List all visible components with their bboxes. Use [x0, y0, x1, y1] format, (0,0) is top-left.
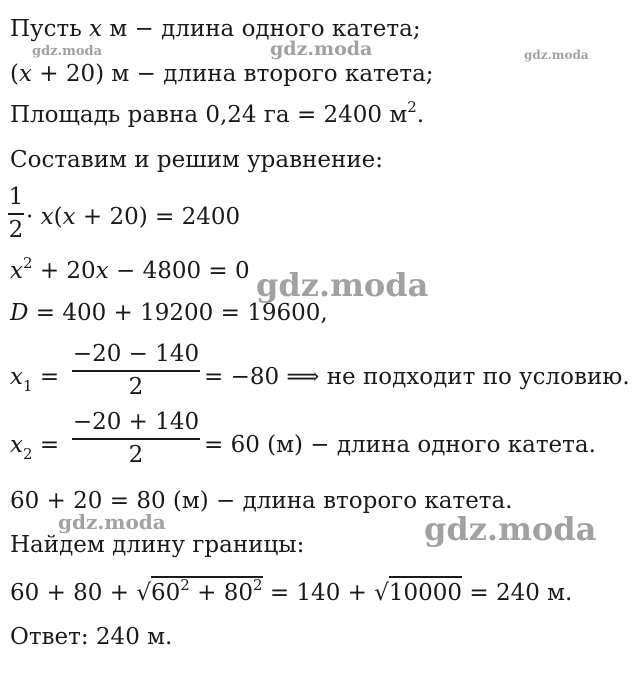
- text: м − длина одного катета;: [102, 16, 421, 42]
- text-line-10: 60 + 20 = 80 (м) − длина второго катета.: [10, 488, 513, 514]
- text: =: [32, 432, 60, 458]
- variable: x: [10, 258, 23, 284]
- numerator: −20 + 140: [72, 409, 200, 435]
- numerator: 1: [8, 184, 24, 210]
- variable: x: [40, 204, 54, 230]
- text-line-4: Составим и решим уравнение:: [10, 147, 384, 173]
- watermark-logo: gdz.moda: [424, 510, 597, 548]
- text: + 20: [32, 258, 96, 284]
- answer-line: Ответ: 240 м.: [10, 624, 173, 650]
- numerator: −20 − 140: [72, 341, 200, 367]
- variable: x: [62, 204, 76, 230]
- text-line-3: [10, 98, 425, 128]
- subscript: 2: [22, 445, 33, 463]
- variable: x: [18, 61, 32, 87]
- text: ·: [26, 204, 41, 230]
- text: + 20) м − длина второго катета;: [31, 61, 434, 87]
- root-x2-label: [10, 432, 60, 463]
- watermark-logo: gdz.moda: [270, 38, 373, 60]
- variable: x: [10, 432, 23, 458]
- perimeter-line: [10, 576, 573, 606]
- superscript: 2: [407, 98, 417, 116]
- text: .: [416, 102, 425, 128]
- fraction-half: [8, 186, 24, 242]
- text: + 20) = 2400: [75, 204, 241, 230]
- text-line-2: [10, 63, 434, 86]
- denominator: 2: [128, 442, 144, 468]
- text: Пусть: [10, 16, 90, 42]
- fraction-x2: [72, 411, 200, 467]
- text: 60: [150, 580, 181, 606]
- text: = 240 м.: [462, 580, 573, 606]
- text: 60 + 80 +: [10, 580, 137, 606]
- sqrt-sign: √: [136, 580, 151, 606]
- sqrt-sign: √: [374, 580, 389, 606]
- denominator: 2: [128, 374, 144, 400]
- watermark-logo: gdz.moda: [524, 48, 589, 62]
- text: + 80: [189, 580, 253, 606]
- text: (: [53, 204, 63, 230]
- text: − 4800 = 0: [108, 258, 250, 284]
- subscript: 1: [22, 377, 33, 395]
- fraction-bar: [8, 213, 24, 215]
- fraction-bar: [72, 370, 200, 372]
- variable: x: [95, 258, 109, 284]
- superscript: 2: [252, 576, 263, 594]
- text: Площадь равна 0,24 га = 2400 м: [10, 102, 408, 128]
- equation-line-5: [26, 206, 240, 229]
- watermark-logo: gdz.moda: [58, 510, 166, 534]
- text: = 400 + 19200 = 19600,: [28, 300, 328, 326]
- superscript: 2: [22, 254, 33, 272]
- root-x2-result: = 60 (м) − длина одного катета.: [204, 432, 596, 458]
- fraction-x1: [72, 343, 200, 399]
- radicand: 10000: [389, 576, 462, 606]
- variable: D: [10, 300, 29, 326]
- text: = 140 +: [262, 580, 375, 606]
- variable: x: [10, 364, 23, 390]
- text-line-11: Найдем длину границы:: [10, 532, 305, 558]
- text: =: [32, 364, 60, 390]
- radicand: [151, 576, 263, 606]
- equation-line-6: [10, 254, 250, 284]
- fraction-bar: [72, 438, 200, 440]
- text: (: [10, 61, 19, 87]
- watermark-logo: gdz.moda: [32, 44, 103, 59]
- watermark-logo: gdz.moda: [256, 266, 429, 304]
- variable: x: [89, 16, 103, 42]
- root-x1-result: = −80 ⟹ не подходит по условию.: [204, 364, 630, 390]
- discriminant-line: [10, 302, 328, 325]
- root-x1-label: [10, 364, 60, 395]
- denominator: 2: [8, 217, 24, 243]
- superscript: 2: [180, 576, 190, 594]
